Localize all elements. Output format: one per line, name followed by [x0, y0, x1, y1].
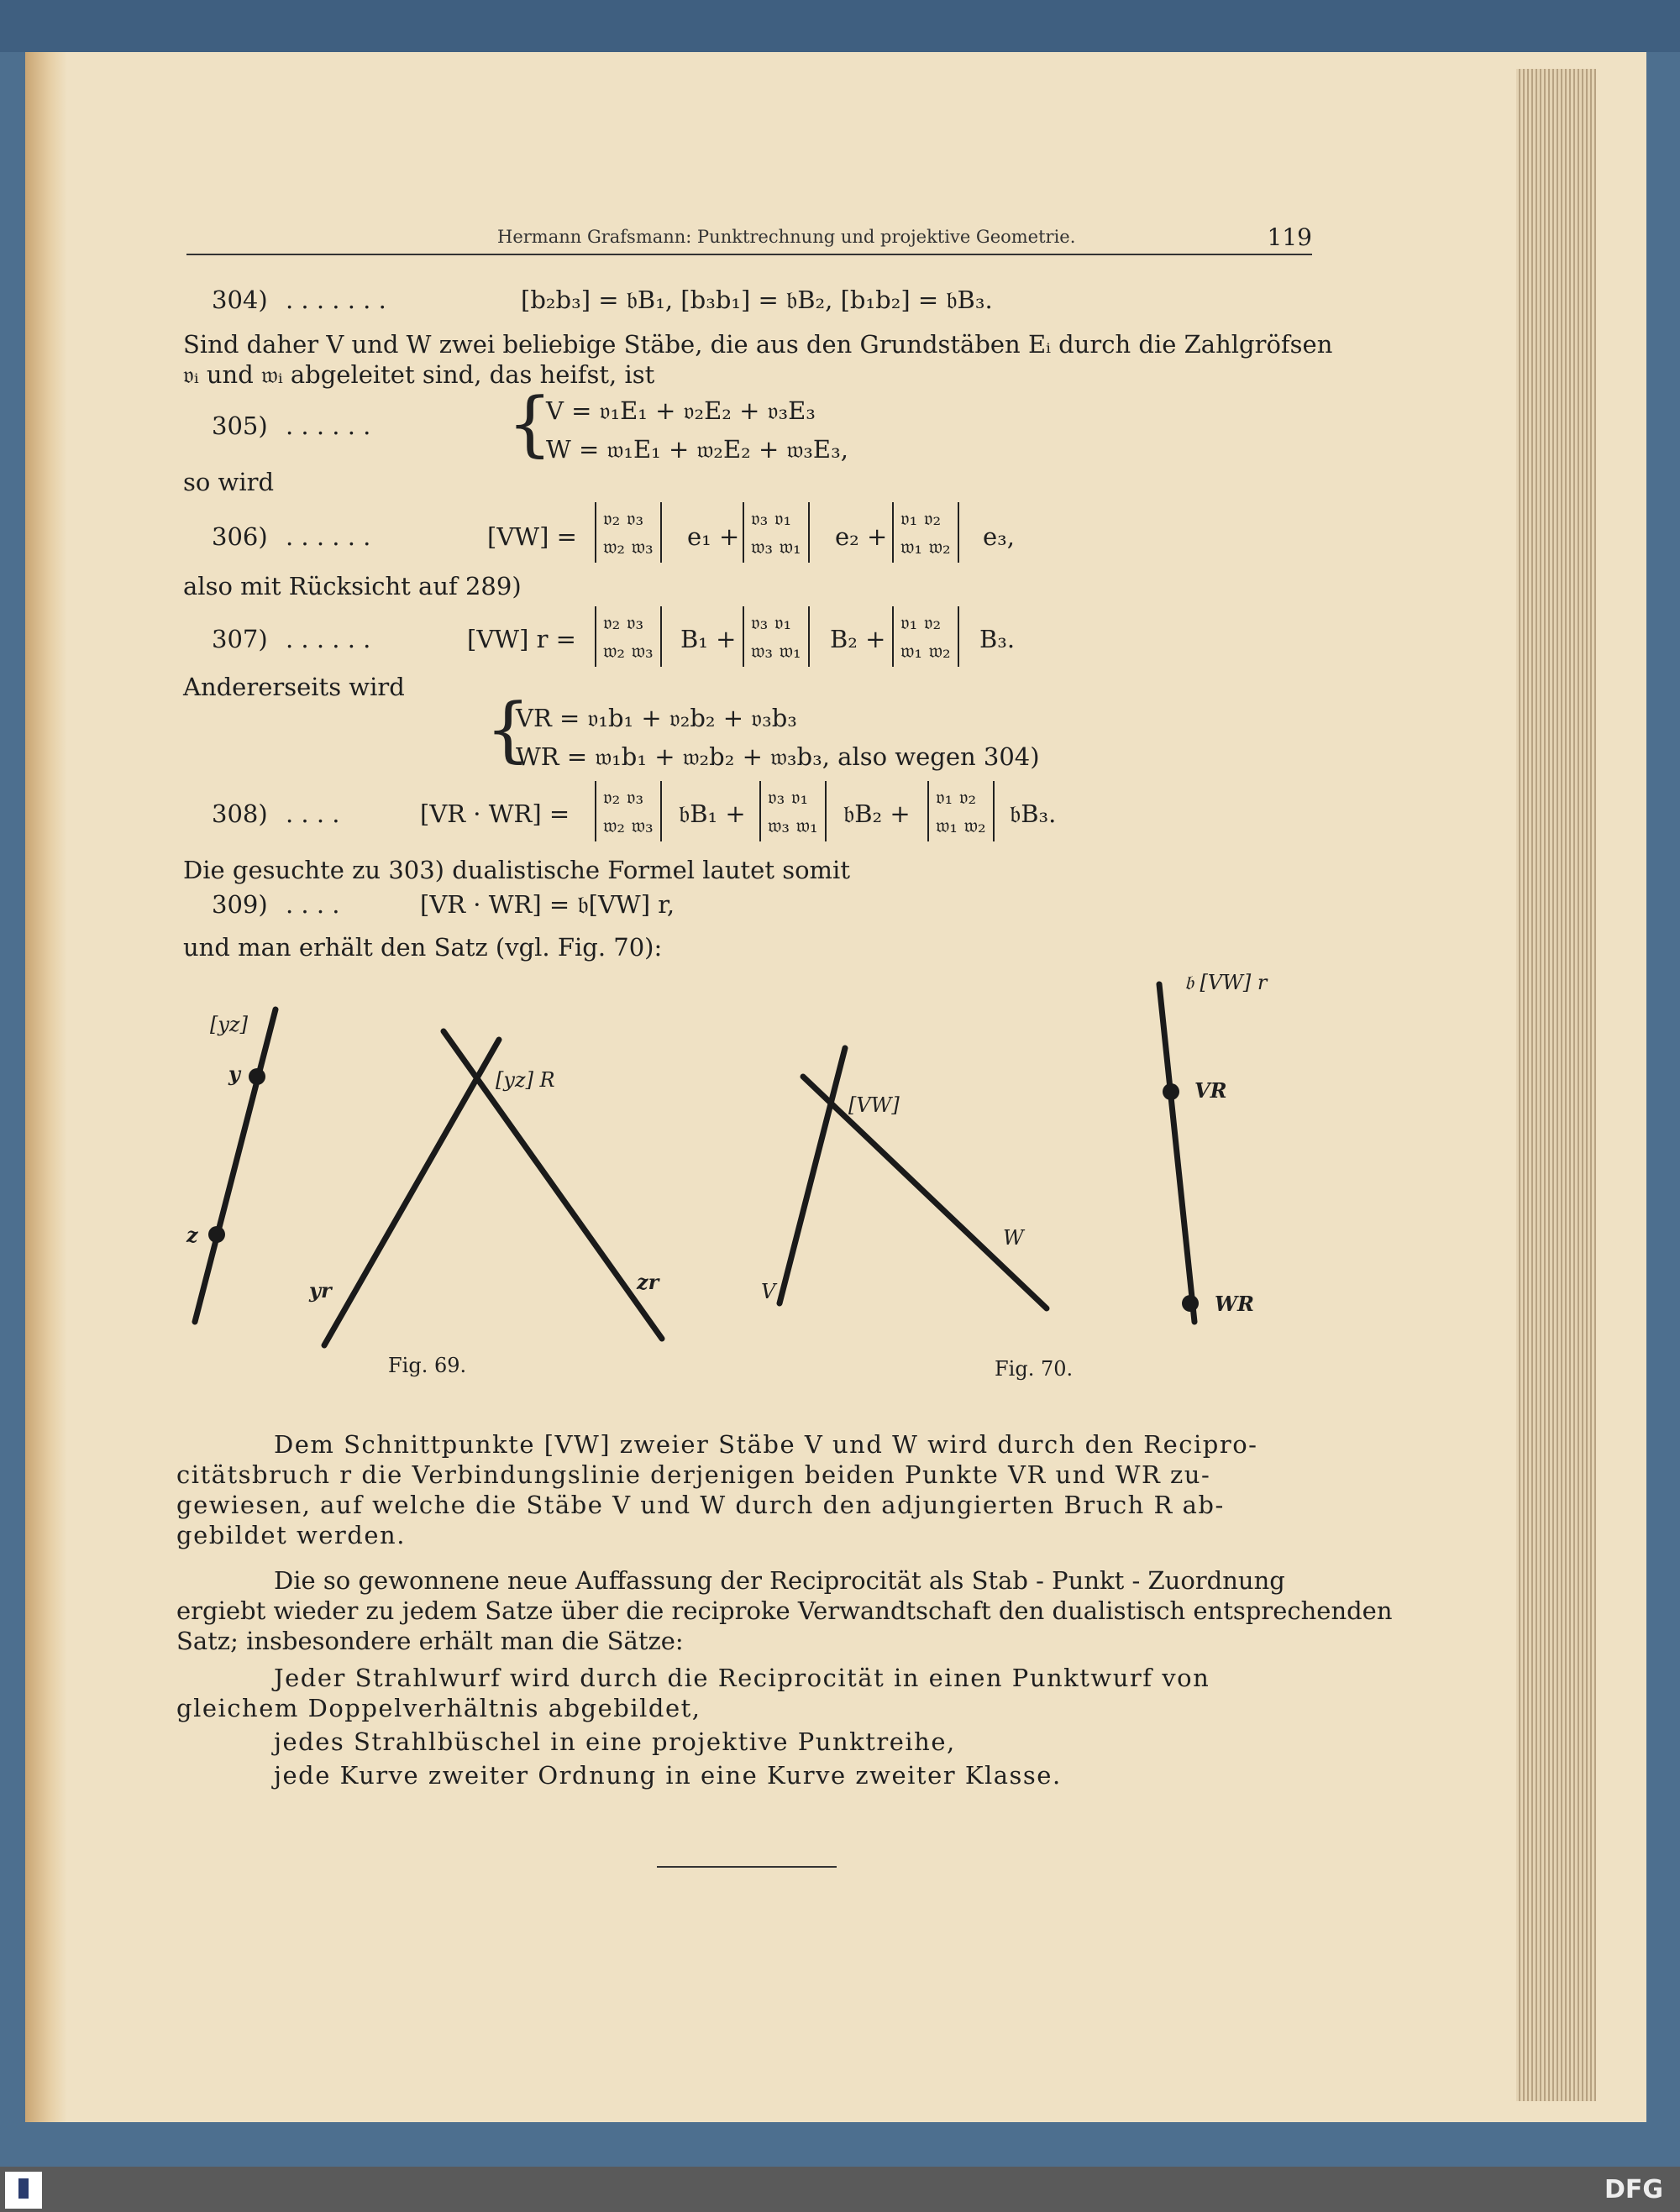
- fig70-point-vr: [1163, 1083, 1179, 1100]
- end-rule: [657, 1866, 837, 1868]
- viewer-footer: [0, 2167, 1680, 2212]
- matrix-row: 𝔳₁ 𝔳₂: [936, 785, 977, 809]
- eq309-dots: . . . .: [286, 890, 340, 919]
- fig69-label-yzR: [yz] R: [496, 1068, 555, 1092]
- matrix-row: 𝔴₂ 𝔴₃: [603, 814, 654, 837]
- eq308-term-2: 𝔟B₂ +: [843, 799, 911, 828]
- ruecksicht: also mit Rücksicht auf 289): [183, 572, 522, 600]
- eq304-label: 304): [212, 286, 268, 314]
- eq304-dots: . . . . . . .: [286, 286, 386, 314]
- satz-intro: und man erhält den Satz (vgl. Fig. 70):: [183, 933, 663, 962]
- eq304-formula: [b₂b₃] = 𝔟B₁, [b₃b₁] = 𝔟B₂, [b₁b₂] = 𝔟B₃.: [521, 286, 993, 314]
- fig70-line-vr-wr: [1159, 984, 1194, 1322]
- eq-vr-line-1: VR = 𝔳₁b₁ + 𝔳₂b₂ + 𝔳₃b₃: [516, 704, 797, 732]
- matrix-row: 𝔳₂ 𝔳₃: [603, 785, 644, 809]
- para3-line-2: gleichem Doppelverhältnis abgebildet,: [176, 1694, 701, 1722]
- eq307-term-3: B₃.: [979, 625, 1016, 653]
- fig70-label-top: 𝔟 [VW] r: [1184, 971, 1268, 994]
- para3-line-3: jedes Strahlbüschel in eine projektive Punktreihe,: [274, 1727, 956, 1756]
- fig69-label-y: y: [228, 1061, 240, 1086]
- eq306-term-3: e₃,: [983, 522, 1016, 551]
- eq308-label: 308): [212, 799, 268, 828]
- para1-line-4: gebildet werden.: [176, 1521, 406, 1549]
- para2-line-3: Satz; insbesondere erhält man die Sätze:: [176, 1627, 684, 1655]
- eq305-brace: {: [507, 382, 553, 464]
- para1-line-1: Dem Schnittpunkte [VW] zweier Stäbe V und W wird durch den Recipro-: [274, 1430, 1258, 1459]
- fig70-caption: Fig. 70.: [995, 1357, 1074, 1381]
- matrix-row: 𝔴₂ 𝔴₃: [603, 639, 654, 663]
- gesuchte: Die gesuchte zu 303) dualistische Formel lautet somit: [183, 856, 850, 884]
- matrix-row: 𝔳₃ 𝔳₁: [768, 785, 809, 809]
- andererseits: Andererseits wird: [183, 673, 405, 701]
- eq308-dots: . . . .: [286, 799, 340, 828]
- fig69-label-z: z: [186, 1223, 198, 1247]
- matrix-row: 𝔴₁ 𝔴₂: [900, 535, 951, 558]
- fig70-line-w: [803, 1077, 1047, 1308]
- matrix-row: 𝔳₂ 𝔳₃: [603, 611, 644, 634]
- fig69-label-yz: [yz]: [210, 1013, 248, 1036]
- eq305-line-1: V = 𝔳₁E₁ + 𝔳₂E₂ + 𝔳₃E₃: [546, 396, 816, 425]
- matrix-row: 𝔴₃ 𝔴₁: [751, 639, 801, 663]
- eq307-term-2: B₂ +: [830, 625, 886, 653]
- eq308-term-1: 𝔟B₁ +: [679, 799, 746, 828]
- eq307-label: 307): [212, 625, 268, 653]
- fig70-label-vr: VR: [1194, 1078, 1227, 1103]
- eq307-term-1: B₁ +: [680, 625, 737, 653]
- eq-vr-line-2: WR = 𝔴₁b₁ + 𝔴₂b₂ + 𝔴₃b₃, also wegen 304): [516, 742, 1040, 771]
- eq308-term-3: 𝔟B₃.: [1010, 799, 1057, 828]
- matrix-row: 𝔴₂ 𝔴₃: [603, 535, 654, 558]
- eq305-label: 305): [212, 411, 268, 440]
- fig69-label-yr: yr: [309, 1278, 332, 1303]
- eq307-lhs: [VW] r =: [467, 625, 576, 653]
- eq306-term-2: e₂ +: [835, 522, 888, 551]
- para1-line-3: gewiesen, auf welche die Stäbe V und W durch den adjungierten Bruch R ab-: [176, 1491, 1225, 1519]
- matrix-row: 𝔳₁ 𝔳₂: [900, 506, 942, 530]
- matrix-row: 𝔳₃ 𝔳₁: [751, 611, 792, 634]
- page-number: 119: [1267, 223, 1312, 251]
- matrix-row: 𝔴₃ 𝔴₁: [768, 814, 818, 837]
- fig70-label-vw: [VW]: [848, 1093, 900, 1117]
- running-head-title: Hermann Grafsmann: Punktrechnung und projektive Geometrie.: [497, 227, 1076, 247]
- eq307-dots: . . . . . .: [286, 625, 371, 653]
- para1-line-2: citätsbruch r die Verbindungslinie derjenigen beiden Punkte VR und WR zu-: [176, 1460, 1211, 1489]
- fig69-point-z: [208, 1226, 225, 1243]
- fig69-line-yz: [195, 1009, 276, 1322]
- matrix-row: 𝔳₁ 𝔳₂: [900, 611, 942, 634]
- library-logo: [5, 2172, 42, 2209]
- so-wird: so wird: [183, 468, 275, 496]
- eq305-line-2: W = 𝔴₁E₁ + 𝔴₂E₂ + 𝔴₃E₃,: [546, 435, 848, 464]
- fig70-label-v: V: [761, 1280, 776, 1303]
- matrix-row: 𝔳₃ 𝔳₁: [751, 506, 792, 530]
- para3-line-4: jede Kurve zweiter Ordnung in eine Kurve zweiter Klasse.: [274, 1761, 1062, 1790]
- eq306-label: 306): [212, 522, 268, 551]
- fig70-point-wr: [1182, 1295, 1199, 1312]
- para3-line-1: Jeder Strahlwurf wird durch die Reciprocität in einen Punktwurf von: [274, 1664, 1210, 1692]
- eq309-formula: [VR · WR] = 𝔟[VW] r,: [420, 890, 675, 919]
- fig70-label-wr: WR: [1215, 1292, 1254, 1316]
- eq308-lhs: [VR · WR] =: [420, 799, 570, 828]
- para2-line-1: Die so gewonnene neue Auffassung der Reciprocität als Stab - Punkt - Zuordnung: [274, 1566, 1285, 1595]
- fig69-label-zr: zr: [637, 1270, 659, 1294]
- dfg-logo: DFG: [1604, 2175, 1663, 2204]
- intro-line-1: Sind daher V und W zwei beliebige Stäbe, die aus den Grundstäben Eᵢ durch die Zahlgröfsen: [183, 330, 1333, 359]
- eq306-term-1: e₁ +: [687, 522, 740, 551]
- fig69-line-yr: [324, 1040, 499, 1345]
- eq306-lhs: [VW] =: [487, 522, 577, 551]
- eq305-dots: . . . . . .: [286, 411, 371, 440]
- matrix-row: 𝔴₃ 𝔴₁: [751, 535, 801, 558]
- intro-line-2: 𝔳ᵢ und 𝔴ᵢ abgeleitet sind, das heifst, ist: [183, 360, 655, 389]
- fig69-caption: Fig. 69.: [388, 1354, 467, 1377]
- para2-line-2: ergiebt wieder zu jedem Satze über die reciproke Verwandtschaft den dualistisch entsprechenden: [176, 1596, 1393, 1625]
- matrix-row: 𝔳₂ 𝔳₃: [603, 506, 644, 530]
- eq-vr-brace: {: [486, 688, 531, 770]
- fig69-point-y: [249, 1068, 265, 1085]
- eq306-dots: . . . . . .: [286, 522, 371, 551]
- eq309-label: 309): [212, 890, 268, 919]
- matrix-row: 𝔴₁ 𝔴₂: [900, 639, 951, 663]
- matrix-row: 𝔴₁ 𝔴₂: [936, 814, 986, 837]
- fig70-label-w: W: [1003, 1226, 1024, 1250]
